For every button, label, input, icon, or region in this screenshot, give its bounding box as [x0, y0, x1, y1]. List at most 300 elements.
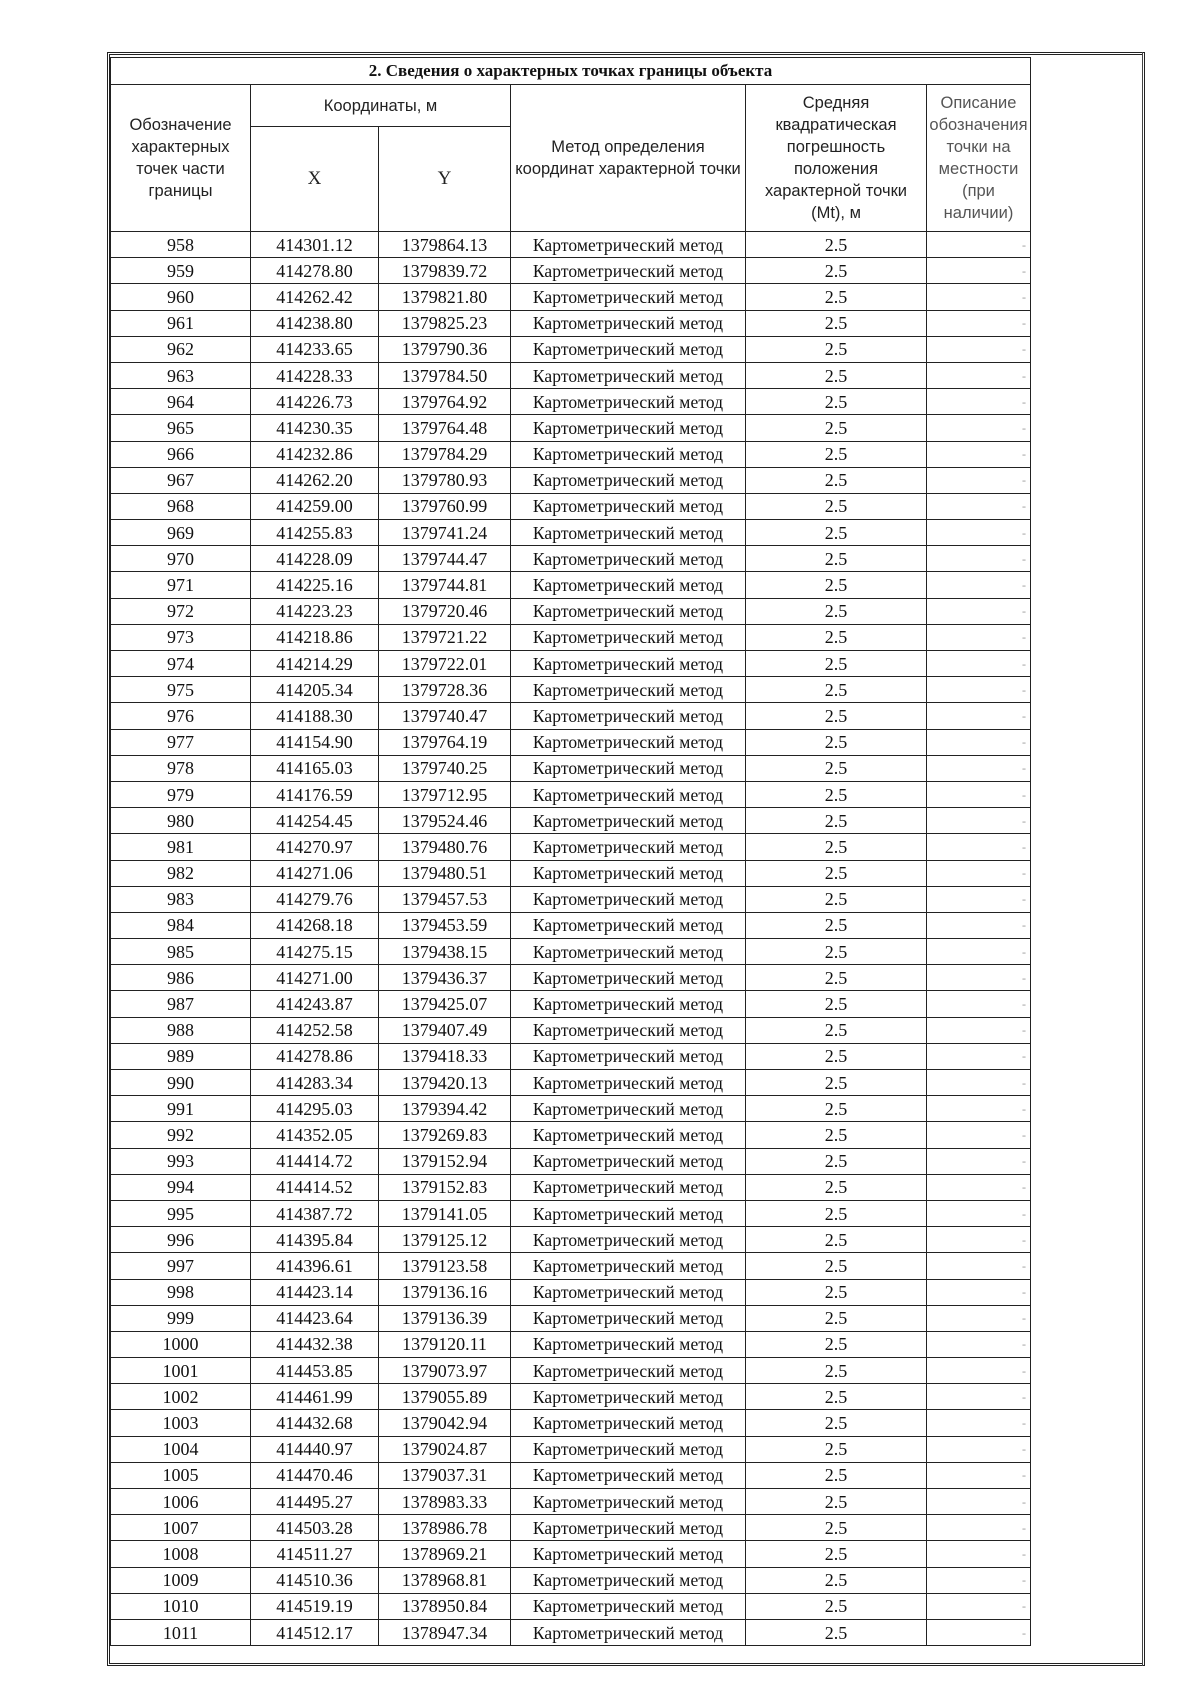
- point-id-cell: 1006: [111, 1489, 251, 1515]
- y-coordinate-cell: 1379152.94: [379, 1148, 511, 1174]
- point-id-cell: 992: [111, 1122, 251, 1148]
- description-cell: -: [927, 520, 1031, 546]
- mean-error-cell: 2.5: [746, 755, 927, 781]
- x-coordinate-cell: 414414.52: [251, 1174, 379, 1200]
- y-coordinate-cell: 1379728.36: [379, 677, 511, 703]
- x-coordinate-cell: 414352.05: [251, 1122, 379, 1148]
- y-coordinate-cell: 1379480.51: [379, 860, 511, 886]
- method-cell: Картометрический метод: [511, 808, 746, 834]
- method-cell: Картометрический метод: [511, 1593, 746, 1619]
- method-cell: Картометрический метод: [511, 1358, 746, 1384]
- description-cell: -: [927, 546, 1031, 572]
- method-cell: Картометрический метод: [511, 415, 746, 441]
- method-cell: Картометрический метод: [511, 860, 746, 886]
- description-cell: -: [927, 677, 1031, 703]
- mean-error-cell: 2.5: [746, 834, 927, 860]
- table-row: [111, 310, 1031, 336]
- point-id-cell: 967: [111, 467, 251, 493]
- point-id-cell: 966: [111, 441, 251, 467]
- description-cell: -: [927, 1331, 1031, 1357]
- x-coordinate-cell: 414295.03: [251, 1096, 379, 1122]
- description-cell: -: [927, 860, 1031, 886]
- mean-error-cell: 2.5: [746, 912, 927, 938]
- x-coordinate-cell: 414262.42: [251, 284, 379, 310]
- mean-error-cell: 2.5: [746, 258, 927, 284]
- description-cell: -: [927, 336, 1031, 362]
- description-cell: -: [927, 441, 1031, 467]
- method-cell: Картометрический метод: [511, 284, 746, 310]
- mean-error-cell: 2.5: [746, 1567, 927, 1593]
- y-coordinate-cell: 1379269.83: [379, 1122, 511, 1148]
- table-row: [111, 284, 1031, 310]
- mean-error-cell: 2.5: [746, 729, 927, 755]
- method-cell: Картометрический метод: [511, 703, 746, 729]
- mean-error-cell: 2.5: [746, 546, 927, 572]
- table-row: [111, 1227, 1031, 1253]
- mean-error-cell: 2.5: [746, 572, 927, 598]
- point-id-cell: 995: [111, 1200, 251, 1226]
- table-row: [111, 1567, 1031, 1593]
- x-coordinate-cell: 414283.34: [251, 1070, 379, 1096]
- mean-error-cell: 2.5: [746, 1253, 927, 1279]
- point-id-cell: 999: [111, 1305, 251, 1331]
- description-cell: -: [927, 1070, 1031, 1096]
- method-cell: Картометрический метод: [511, 912, 746, 938]
- y-coordinate-cell: 1379120.11: [379, 1331, 511, 1357]
- y-coordinate-cell: 1379784.29: [379, 441, 511, 467]
- table-row: [111, 1331, 1031, 1357]
- header-x: X: [251, 127, 379, 232]
- table-row: [111, 441, 1031, 467]
- y-coordinate-cell: 1379740.47: [379, 703, 511, 729]
- mean-error-cell: 2.5: [746, 939, 927, 965]
- mean-error-cell: 2.5: [746, 703, 927, 729]
- x-coordinate-cell: 414228.33: [251, 362, 379, 388]
- header-mean-error: Средняя квадратическая погрешность положения характерной точки (Mt), м: [746, 85, 927, 232]
- point-id-cell: 991: [111, 1096, 251, 1122]
- mean-error-cell: 2.5: [746, 1227, 927, 1253]
- mean-error-cell: 2.5: [746, 1541, 927, 1567]
- mean-error-cell: 2.5: [746, 1462, 927, 1488]
- point-id-cell: 979: [111, 781, 251, 807]
- mean-error-cell: 2.5: [746, 1410, 927, 1436]
- x-coordinate-cell: 414275.15: [251, 939, 379, 965]
- mean-error-cell: 2.5: [746, 336, 927, 362]
- y-coordinate-cell: 1379741.24: [379, 520, 511, 546]
- method-cell: Картометрический метод: [511, 1305, 746, 1331]
- y-coordinate-cell: 1379764.19: [379, 729, 511, 755]
- table-row: [111, 886, 1031, 912]
- table-row: [111, 1619, 1031, 1645]
- point-id-cell: 984: [111, 912, 251, 938]
- method-cell: Картометрический метод: [511, 1043, 746, 1069]
- x-coordinate-cell: 414238.80: [251, 310, 379, 336]
- mean-error-cell: 2.5: [746, 1358, 927, 1384]
- x-coordinate-cell: 414228.09: [251, 546, 379, 572]
- table-row: [111, 755, 1031, 781]
- point-id-cell: 959: [111, 258, 251, 284]
- table-row: [111, 546, 1031, 572]
- method-cell: Картометрический метод: [511, 336, 746, 362]
- mean-error-cell: 2.5: [746, 1096, 927, 1122]
- table-row: [111, 1200, 1031, 1226]
- method-cell: Картометрический метод: [511, 1096, 746, 1122]
- point-id-cell: 998: [111, 1279, 251, 1305]
- method-cell: Картометрический метод: [511, 1200, 746, 1226]
- y-coordinate-cell: 1379418.33: [379, 1043, 511, 1069]
- x-coordinate-cell: 414226.73: [251, 389, 379, 415]
- method-cell: Картометрический метод: [511, 546, 746, 572]
- table-row: [111, 258, 1031, 284]
- table-row: [111, 624, 1031, 650]
- mean-error-cell: 2.5: [746, 362, 927, 388]
- table-row: [111, 1358, 1031, 1384]
- mean-error-cell: 2.5: [746, 1515, 927, 1541]
- point-id-cell: 1005: [111, 1462, 251, 1488]
- y-coordinate-cell: 1379436.37: [379, 965, 511, 991]
- y-coordinate-cell: 1379790.36: [379, 336, 511, 362]
- x-coordinate-cell: 414214.29: [251, 651, 379, 677]
- method-cell: Картометрический метод: [511, 310, 746, 336]
- method-cell: Картометрический метод: [511, 467, 746, 493]
- x-coordinate-cell: 414387.72: [251, 1200, 379, 1226]
- description-cell: -: [927, 1619, 1031, 1645]
- mean-error-cell: 2.5: [746, 284, 927, 310]
- x-coordinate-cell: 414495.27: [251, 1489, 379, 1515]
- method-cell: Картометрический метод: [511, 389, 746, 415]
- point-id-cell: 968: [111, 493, 251, 519]
- table-row: [111, 1043, 1031, 1069]
- point-id-cell: 981: [111, 834, 251, 860]
- point-id-cell: 990: [111, 1070, 251, 1096]
- y-coordinate-cell: 1379123.58: [379, 1253, 511, 1279]
- mean-error-cell: 2.5: [746, 1384, 927, 1410]
- table-row: [111, 1436, 1031, 1462]
- table-body: [111, 232, 1031, 1646]
- method-cell: Картометрический метод: [511, 1070, 746, 1096]
- mean-error-cell: 2.5: [746, 1619, 927, 1645]
- description-cell: -: [927, 598, 1031, 624]
- header-method: Метод определения координат характерной точки: [511, 85, 746, 232]
- point-id-cell: 996: [111, 1227, 251, 1253]
- description-cell: -: [927, 1462, 1031, 1488]
- table-row: [111, 232, 1031, 258]
- x-coordinate-cell: 414395.84: [251, 1227, 379, 1253]
- x-coordinate-cell: 414512.17: [251, 1619, 379, 1645]
- table-row: [111, 493, 1031, 519]
- x-coordinate-cell: 414218.86: [251, 624, 379, 650]
- y-coordinate-cell: 1379438.15: [379, 939, 511, 965]
- description-cell: -: [927, 1279, 1031, 1305]
- table-row: [111, 1017, 1031, 1043]
- method-cell: Картометрический метод: [511, 1436, 746, 1462]
- point-id-cell: 989: [111, 1043, 251, 1069]
- x-coordinate-cell: 414519.19: [251, 1593, 379, 1619]
- table-row: [111, 520, 1031, 546]
- description-cell: -: [927, 965, 1031, 991]
- x-coordinate-cell: 414271.00: [251, 965, 379, 991]
- description-cell: -: [927, 415, 1031, 441]
- table-row: [111, 1070, 1031, 1096]
- x-coordinate-cell: 414176.59: [251, 781, 379, 807]
- y-coordinate-cell: 1379037.31: [379, 1462, 511, 1488]
- table-row: [111, 572, 1031, 598]
- y-coordinate-cell: 1379425.07: [379, 991, 511, 1017]
- description-cell: -: [927, 651, 1031, 677]
- y-coordinate-cell: 1379744.81: [379, 572, 511, 598]
- y-coordinate-cell: 1379394.42: [379, 1096, 511, 1122]
- x-coordinate-cell: 414271.06: [251, 860, 379, 886]
- point-id-cell: 975: [111, 677, 251, 703]
- table-row: [111, 1305, 1031, 1331]
- x-coordinate-cell: 414279.76: [251, 886, 379, 912]
- method-cell: Картометрический метод: [511, 1541, 746, 1567]
- mean-error-cell: 2.5: [746, 1070, 927, 1096]
- description-cell: -: [927, 886, 1031, 912]
- description-cell: -: [927, 284, 1031, 310]
- y-coordinate-cell: 1379864.13: [379, 232, 511, 258]
- mean-error-cell: 2.5: [746, 415, 927, 441]
- description-cell: -: [927, 624, 1031, 650]
- table-row: [111, 1489, 1031, 1515]
- x-coordinate-cell: 414223.23: [251, 598, 379, 624]
- y-coordinate-cell: 1379524.46: [379, 808, 511, 834]
- table-row: [111, 834, 1031, 860]
- x-coordinate-cell: 414461.99: [251, 1384, 379, 1410]
- table-row: [111, 912, 1031, 938]
- point-id-cell: 960: [111, 284, 251, 310]
- description-cell: -: [927, 781, 1031, 807]
- x-coordinate-cell: 414243.87: [251, 991, 379, 1017]
- description-cell: -: [927, 310, 1031, 336]
- mean-error-cell: 2.5: [746, 860, 927, 886]
- mean-error-cell: 2.5: [746, 651, 927, 677]
- point-id-cell: 983: [111, 886, 251, 912]
- x-coordinate-cell: 414233.65: [251, 336, 379, 362]
- x-coordinate-cell: 414225.16: [251, 572, 379, 598]
- description-cell: -: [927, 808, 1031, 834]
- mean-error-cell: 2.5: [746, 467, 927, 493]
- description-cell: -: [927, 1227, 1031, 1253]
- point-id-cell: 994: [111, 1174, 251, 1200]
- y-coordinate-cell: 1379825.23: [379, 310, 511, 336]
- x-coordinate-cell: 414432.68: [251, 1410, 379, 1436]
- y-coordinate-cell: 1378986.78: [379, 1515, 511, 1541]
- method-cell: Картометрический метод: [511, 493, 746, 519]
- y-coordinate-cell: 1378968.81: [379, 1567, 511, 1593]
- description-cell: -: [927, 1253, 1031, 1279]
- method-cell: Картометрический метод: [511, 232, 746, 258]
- method-cell: Картометрический метод: [511, 755, 746, 781]
- x-coordinate-cell: 414259.00: [251, 493, 379, 519]
- mean-error-cell: 2.5: [746, 1148, 927, 1174]
- method-cell: Картометрический метод: [511, 939, 746, 965]
- x-coordinate-cell: 414278.80: [251, 258, 379, 284]
- point-id-cell: 965: [111, 415, 251, 441]
- method-cell: Картометрический метод: [511, 362, 746, 388]
- method-cell: Картометрический метод: [511, 991, 746, 1017]
- method-cell: Картометрический метод: [511, 572, 746, 598]
- point-id-cell: 973: [111, 624, 251, 650]
- table-row: [111, 1593, 1031, 1619]
- table-row: [111, 1096, 1031, 1122]
- method-cell: Картометрический метод: [511, 1462, 746, 1488]
- mean-error-cell: 2.5: [746, 441, 927, 467]
- point-id-cell: 969: [111, 520, 251, 546]
- method-cell: Картометрический метод: [511, 1279, 746, 1305]
- x-coordinate-cell: 414510.36: [251, 1567, 379, 1593]
- table-row: [111, 389, 1031, 415]
- y-coordinate-cell: 1379420.13: [379, 1070, 511, 1096]
- mean-error-cell: 2.5: [746, 1017, 927, 1043]
- description-cell: -: [927, 362, 1031, 388]
- mean-error-cell: 2.5: [746, 1174, 927, 1200]
- y-coordinate-cell: 1379407.49: [379, 1017, 511, 1043]
- table-row: [111, 729, 1031, 755]
- description-cell: -: [927, 1096, 1031, 1122]
- table-row: [111, 1462, 1031, 1488]
- point-id-cell: 978: [111, 755, 251, 781]
- x-coordinate-cell: 414301.12: [251, 232, 379, 258]
- point-id-cell: 1009: [111, 1567, 251, 1593]
- method-cell: Картометрический метод: [511, 1148, 746, 1174]
- y-coordinate-cell: 1379760.99: [379, 493, 511, 519]
- y-coordinate-cell: 1379024.87: [379, 1436, 511, 1462]
- table-row: [111, 1122, 1031, 1148]
- description-cell: -: [927, 572, 1031, 598]
- description-cell: -: [927, 703, 1031, 729]
- x-coordinate-cell: 414511.27: [251, 1541, 379, 1567]
- description-cell: -: [927, 389, 1031, 415]
- point-id-cell: 980: [111, 808, 251, 834]
- table-row: [111, 808, 1031, 834]
- point-id-cell: 1010: [111, 1593, 251, 1619]
- point-id-cell: 958: [111, 232, 251, 258]
- y-coordinate-cell: 1379722.01: [379, 651, 511, 677]
- x-coordinate-cell: 414278.86: [251, 1043, 379, 1069]
- table-row: [111, 415, 1031, 441]
- table-row: [111, 703, 1031, 729]
- method-cell: Картометрический метод: [511, 1174, 746, 1200]
- mean-error-cell: 2.5: [746, 310, 927, 336]
- table-row: [111, 860, 1031, 886]
- y-coordinate-cell: 1379839.72: [379, 258, 511, 284]
- description-cell: -: [927, 1174, 1031, 1200]
- table-row: [111, 1384, 1031, 1410]
- y-coordinate-cell: 1379457.53: [379, 886, 511, 912]
- table-row: [111, 991, 1031, 1017]
- y-coordinate-cell: 1379141.05: [379, 1200, 511, 1226]
- point-id-cell: 1003: [111, 1410, 251, 1436]
- method-cell: Картометрический метод: [511, 677, 746, 703]
- description-cell: -: [927, 1017, 1031, 1043]
- point-id-cell: 993: [111, 1148, 251, 1174]
- point-id-cell: 988: [111, 1017, 251, 1043]
- method-cell: Картометрический метод: [511, 729, 746, 755]
- y-coordinate-cell: 1379480.76: [379, 834, 511, 860]
- point-id-cell: 1001: [111, 1358, 251, 1384]
- mean-error-cell: 2.5: [746, 1436, 927, 1462]
- description-cell: -: [927, 1489, 1031, 1515]
- header-description: Описание обозначения точки на местности (при наличии): [927, 85, 1031, 232]
- description-cell: -: [927, 232, 1031, 258]
- x-coordinate-cell: 414165.03: [251, 755, 379, 781]
- y-coordinate-cell: 1379136.16: [379, 1279, 511, 1305]
- frame-edge: [1142, 52, 1143, 1666]
- table-row: [111, 1279, 1031, 1305]
- table-row: [111, 781, 1031, 807]
- point-id-cell: 985: [111, 939, 251, 965]
- point-id-cell: 961: [111, 310, 251, 336]
- description-cell: -: [927, 1122, 1031, 1148]
- y-coordinate-cell: 1379152.83: [379, 1174, 511, 1200]
- y-coordinate-cell: 1379744.47: [379, 546, 511, 572]
- description-cell: -: [927, 1305, 1031, 1331]
- point-id-cell: 982: [111, 860, 251, 886]
- mean-error-cell: 2.5: [746, 1489, 927, 1515]
- x-coordinate-cell: 414423.64: [251, 1305, 379, 1331]
- x-coordinate-cell: 414414.72: [251, 1148, 379, 1174]
- mean-error-cell: 2.5: [746, 493, 927, 519]
- point-id-cell: 1002: [111, 1384, 251, 1410]
- y-coordinate-cell: 1379712.95: [379, 781, 511, 807]
- x-coordinate-cell: 414432.38: [251, 1331, 379, 1357]
- mean-error-cell: 2.5: [746, 1331, 927, 1357]
- point-id-cell: 1000: [111, 1331, 251, 1357]
- y-coordinate-cell: 1379073.97: [379, 1358, 511, 1384]
- mean-error-cell: 2.5: [746, 1305, 927, 1331]
- point-id-cell: 976: [111, 703, 251, 729]
- x-coordinate-cell: 414230.35: [251, 415, 379, 441]
- description-cell: -: [927, 912, 1031, 938]
- method-cell: Картометрический метод: [511, 1017, 746, 1043]
- point-id-cell: 997: [111, 1253, 251, 1279]
- x-coordinate-cell: 414268.18: [251, 912, 379, 938]
- table-row: [111, 467, 1031, 493]
- table-row: [111, 1148, 1031, 1174]
- x-coordinate-cell: 414154.90: [251, 729, 379, 755]
- description-cell: -: [927, 1410, 1031, 1436]
- y-coordinate-cell: 1379125.12: [379, 1227, 511, 1253]
- table-row: [111, 939, 1031, 965]
- table-row: [111, 1410, 1031, 1436]
- x-coordinate-cell: 414254.45: [251, 808, 379, 834]
- x-coordinate-cell: 414205.34: [251, 677, 379, 703]
- mean-error-cell: 2.5: [746, 1279, 927, 1305]
- description-cell: -: [927, 991, 1031, 1017]
- method-cell: Картометрический метод: [511, 834, 746, 860]
- method-cell: Картометрический метод: [511, 1489, 746, 1515]
- table-row: [111, 1174, 1031, 1200]
- x-coordinate-cell: 414270.97: [251, 834, 379, 860]
- x-coordinate-cell: 414255.83: [251, 520, 379, 546]
- mean-error-cell: 2.5: [746, 389, 927, 415]
- method-cell: Картометрический метод: [511, 1567, 746, 1593]
- boundary-points-table: [110, 57, 1031, 1646]
- description-cell: -: [927, 1200, 1031, 1226]
- x-coordinate-cell: 414470.46: [251, 1462, 379, 1488]
- point-id-cell: 964: [111, 389, 251, 415]
- y-coordinate-cell: 1379740.25: [379, 755, 511, 781]
- mean-error-cell: 2.5: [746, 232, 927, 258]
- x-coordinate-cell: 414252.58: [251, 1017, 379, 1043]
- method-cell: Картометрический метод: [511, 1227, 746, 1253]
- method-cell: Картометрический метод: [511, 1253, 746, 1279]
- table-row: [111, 651, 1031, 677]
- description-cell: -: [927, 1043, 1031, 1069]
- y-coordinate-cell: 1379784.50: [379, 362, 511, 388]
- mean-error-cell: 2.5: [746, 965, 927, 991]
